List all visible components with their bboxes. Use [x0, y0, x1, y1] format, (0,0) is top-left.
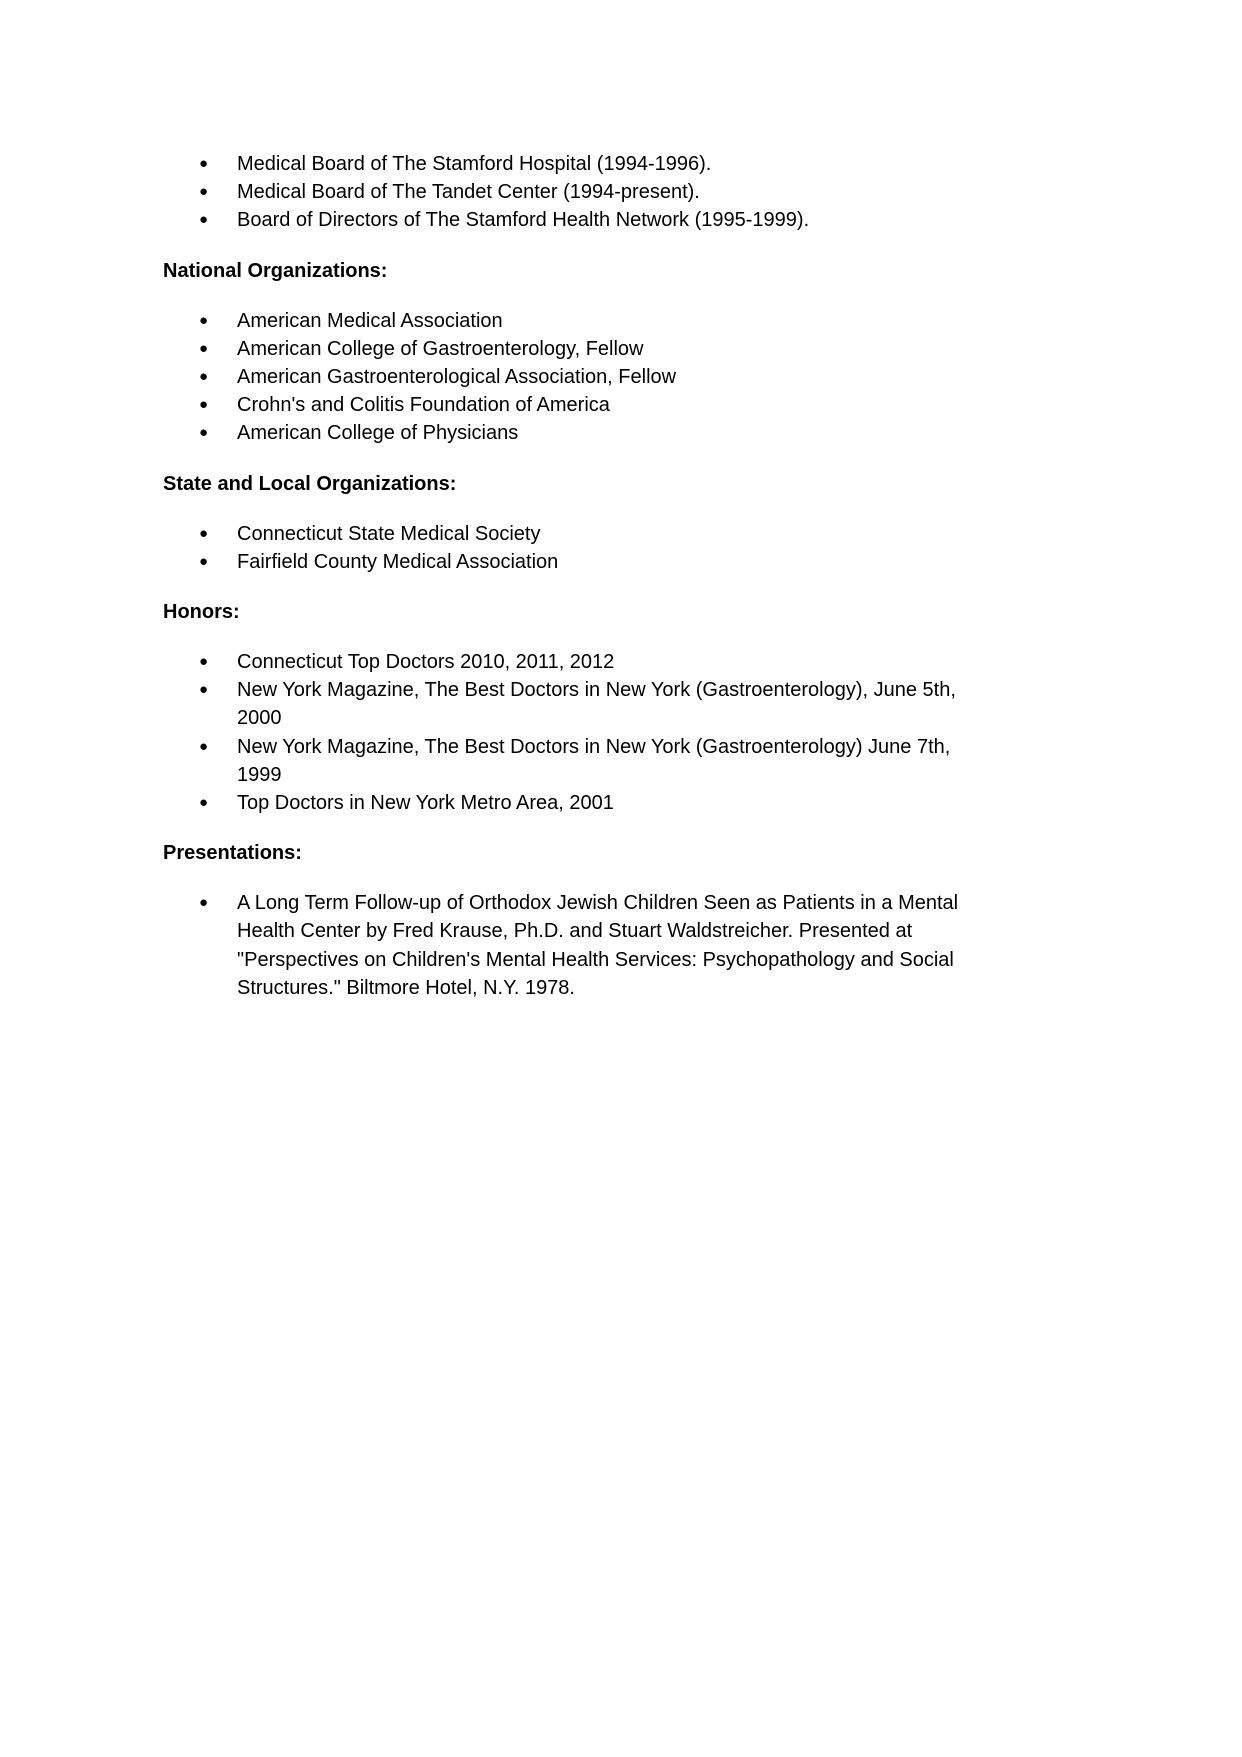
list-item: ● Medical Board of The Stamford Hospital (1994-1996).	[163, 150, 983, 178]
bullet-icon: ●	[199, 311, 209, 329]
state-local-organizations-list	[163, 520, 983, 576]
list-item: ● Connecticut State Medical Society	[163, 520, 983, 548]
bullet-icon: ●	[199, 653, 209, 671]
list-item: ● American College of Gastroenterology, Fellow	[163, 335, 983, 363]
bullet-icon: ●	[199, 368, 209, 386]
bullet-icon: ●	[199, 155, 209, 172]
bullet-icon: ●	[199, 424, 209, 442]
list-item: ● Top Doctors in New York Metro Area, 2001	[163, 789, 983, 817]
bullet-icon: ●	[199, 681, 209, 699]
bullet-icon: ●	[199, 339, 209, 357]
list-item: ● American Gastroenterological Association, Fellow	[163, 363, 983, 391]
honors-list	[163, 648, 983, 817]
bullet-icon: ●	[199, 794, 209, 812]
national-organizations-list	[163, 307, 983, 448]
bullet-icon: ●	[199, 211, 209, 229]
list-item: ● American Medical Association	[163, 307, 983, 335]
list-item: ● Fairfield County Medical Association	[163, 548, 983, 576]
section-heading-presentations: Presentations:	[163, 842, 302, 865]
board-memberships-list	[163, 150, 983, 235]
section-heading-national: National Organizations:	[163, 259, 388, 282]
presentations-list	[163, 889, 983, 1002]
bullet-icon: ●	[199, 894, 209, 912]
list-item: ● American College of Physicians	[163, 419, 983, 447]
list-item: ● New York Magazine, The Best Doctors in New York (Gastroenterology), June 5th, 2000	[163, 676, 983, 732]
list-item: ● Crohn's and Colitis Foundation of America	[163, 391, 983, 419]
bullet-icon: ●	[199, 396, 209, 414]
bullet-icon: ●	[199, 524, 209, 542]
section-heading-state-local: State and Local Organizations:	[163, 472, 457, 495]
section-heading-honors: Honors:	[163, 601, 240, 624]
list-item: ● New York Magazine, The Best Doctors in New York (Gastroenterology) June 7th, 1999	[163, 733, 983, 789]
list-item: ● Connecticut Top Doctors 2010, 2011, 2012	[163, 648, 983, 676]
bullet-icon: ●	[199, 183, 209, 201]
list-item: ● Board of Directors of The Stamford Health Network (1995-1999).	[163, 206, 983, 234]
document-content	[163, 150, 983, 1002]
bullet-icon: ●	[199, 737, 209, 755]
bullet-icon: ●	[199, 552, 209, 570]
list-item: ● Medical Board of The Tandet Center (1994-present).	[163, 178, 983, 206]
list-item: ● A Long Term Follow-up of Orthodox Jewish Children Seen as Patients in a Mental Health Center by Fred Krause, Ph.D. and Stuart Waldstreicher. Presented at "Perspectives on Children's Mental Health Services: Psychopathology and Social Structures." Biltmore Hotel, N.Y. 1978.	[163, 889, 983, 1002]
